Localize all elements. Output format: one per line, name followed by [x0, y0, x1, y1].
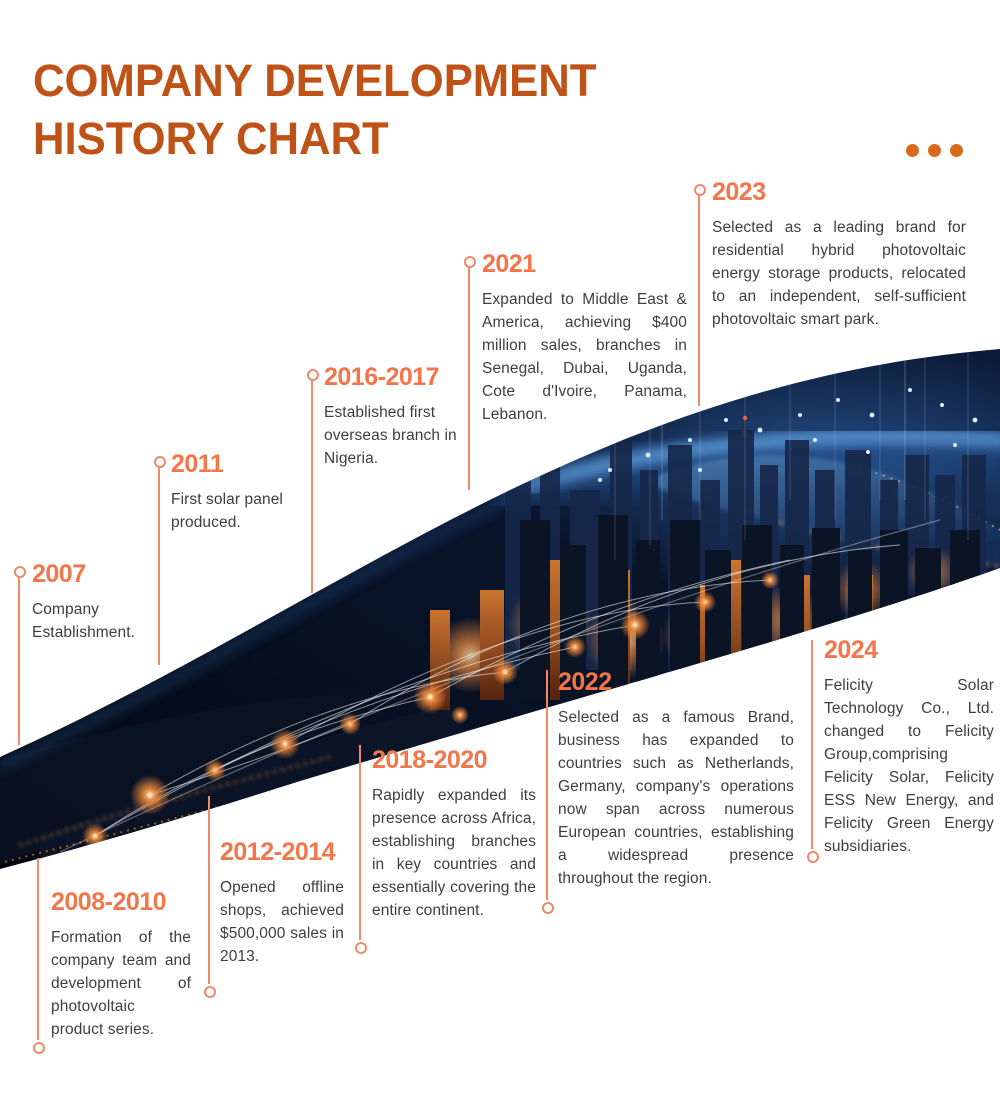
milestone-description: Expanded to Middle East & America, achieving $400 million sales, branches in Senegal, Dubai, Uganda, Cote d'Ivoire, Panama, Lebanon.	[482, 291, 687, 423]
timeline-node-icon	[464, 256, 476, 268]
milestone-year: 2024	[824, 636, 878, 664]
timeline-node-icon	[694, 184, 706, 196]
timeline-connector	[18, 576, 20, 745]
milestone-description: Selected as a leading brand for residential hybrid photovoltaic energy storage products, relocated to an independent, self-sufficient photovoltaic smart park.	[712, 219, 966, 328]
dot-icon	[950, 144, 963, 157]
milestone-description: Company Establishment.	[32, 601, 136, 641]
timeline-node-icon	[355, 942, 367, 954]
milestone-description: Selected as a famous Brand, business has expanded to countries such as Netherlands, Germany, company's operations now span across numerous European countries, establishing a widespread presence throughout the region.	[558, 709, 794, 887]
timeline-connector	[359, 745, 361, 940]
timeline-connector	[546, 670, 548, 900]
timeline-connector	[468, 266, 470, 490]
timeline-node-icon	[542, 902, 554, 914]
dot-icon	[906, 144, 919, 157]
milestone-description: Rapidly expanded its presence across Africa, establishing branches in key countries and essentially covering the entire continent.	[372, 787, 536, 919]
timeline-node-icon	[14, 566, 26, 578]
milestone-year: 2011	[171, 450, 224, 478]
milestone-description: Opened offline shops, achieved $500,000 sales in 2013.	[220, 879, 344, 965]
milestone-year: 2012-2014	[220, 838, 336, 866]
milestone-year: 2008-2010	[51, 888, 167, 916]
timeline-node-icon	[33, 1042, 45, 1054]
milestone-year: 2023	[712, 178, 766, 206]
milestone-year: 2022	[558, 668, 612, 696]
timeline-node-icon	[807, 851, 819, 863]
timeline-node-icon	[154, 456, 166, 468]
timeline-connector	[208, 796, 210, 984]
page-title	[33, 52, 596, 168]
dot-icon	[928, 144, 941, 157]
timeline-node-icon	[204, 986, 216, 998]
three-dots-icon	[906, 144, 963, 157]
timeline-connector	[37, 858, 39, 1040]
milestone-description: Formation of the company team and development of photovoltaic product series.	[51, 929, 191, 1038]
milestone-description: Felicity Solar Technology Co., Ltd. changed to Felicity Group,comprising Felicity Solar, Felicity ESS New Energy, and Felicity Green Energy subsidiaries.	[824, 677, 994, 855]
timeline-connector	[311, 379, 313, 593]
milestone-year: 2018-2020	[372, 746, 488, 774]
milestone-year: 2016-2017	[324, 363, 440, 391]
page-title-line2: HISTORY CHART	[33, 113, 389, 164]
timeline-connector	[698, 194, 700, 406]
milestone-description: Established first overseas branch in Nigeria.	[324, 404, 457, 467]
timeline-connector	[811, 640, 813, 849]
milestone-description: First solar panel produced.	[171, 491, 283, 531]
page-title-line1: COMPANY DEVELOPMENT	[33, 55, 597, 106]
timeline-connector	[158, 466, 160, 665]
timeline-node-icon	[307, 369, 319, 381]
milestone-year: 2021	[482, 250, 536, 278]
milestone-year: 2007	[32, 560, 86, 588]
